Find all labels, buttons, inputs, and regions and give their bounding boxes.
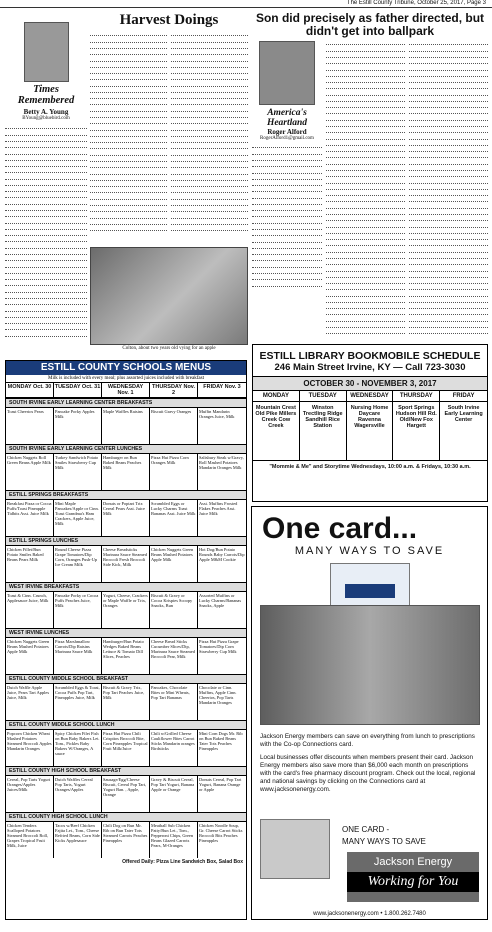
schedule-day: WEDNESDAY [347, 391, 394, 402]
menu-section-title: ESTILL SPRINGS BREAKFASTS [6, 490, 246, 500]
harvest-article [90, 12, 248, 357]
menu-cell: Biscuit Gravy Oranges [150, 408, 198, 444]
menu-cell: Mini Maple Pancakes/Apple or Cinn. Toast Grandma's Ham Crackers, Apple Juice, Milk [54, 500, 102, 536]
ad-photo [260, 605, 480, 725]
menu-cell: Yogurt, Cheese, Crackers or Maple Waffle or Trix, Oranges [102, 592, 150, 628]
small-tagline-2: MANY WAYS TO SAVE [342, 837, 426, 846]
menu-cell: Donuts Cereal, Pop Tart Yogurt, Banana Orange or Apple [199, 777, 242, 792]
menu-cell: Pancake Porky or Cocoa Puffs Peaches Juice, Milk [54, 592, 102, 628]
heartland-author: Roger Alford [267, 128, 307, 136]
schedule-stops: Winston Trectling Ridge Sandhill Rice Station [300, 402, 347, 460]
menu-cell: Chocolate or Cinn. Muffins, Apple Cinn. Cheerios, Pop Tarts Mandarin Oranges [199, 685, 237, 705]
schedule-stops: South Irvine Early Learning Center [444, 405, 483, 423]
menu-section-title: SOUTH IRVINE EARLY LEARNING CENTER BREAKFASTS [6, 398, 246, 408]
menu-cell: Pizza Hut Pizza Grape Tomatoes/Dip Corn Strawberry Cup Milk [199, 639, 239, 654]
menu-cell: Chili Dog on Bun Mr. Rib on Bun Tater Tots Steamed Carrots Peaches Pineapples [102, 822, 150, 858]
menu-cell: Toast Cheerios Pears [6, 408, 54, 444]
menu-day: FRIDAY Nov. 3 [203, 384, 241, 390]
brand-name: Jackson Energy [373, 856, 453, 868]
menu-cell: Chicken Tenders Scalloped Potatoes Steamed Broccoli Roll, Grapes Tropical Fruit Milk, Juice [6, 822, 54, 858]
menu-cell: Spicy Chicken Filet Fish on Bun Baby Bakers Let. Tom., Pickles Baby Bakers W/Oranges, A sauce [54, 730, 102, 766]
menu-cell: Scrambled Eggs or Lucky Charms Toast Bananas Asst. Juice Milk [150, 500, 198, 536]
menu-cell: Cheese Breadsticks Marinara Sauce Steamed Broccoli Fresh Broccoli Side Kick, Milk [102, 546, 150, 582]
harvest-photo [90, 247, 248, 345]
brand-box [347, 852, 479, 902]
menu-cell: Assorted Muffins or Lucky Charms/Bananas Snacks, Apple [199, 593, 242, 608]
menu-cell: Breakfast Pizza or Cocoa Puffs/Toast Pineapple Tidbits Asst. Juice Milk [6, 500, 54, 536]
menu-row [6, 500, 246, 536]
menu-cell: Scrambled Eggs & Toast, Cocoa Puffs Pop Tart, Pineapples Juice, Milk [54, 684, 102, 720]
menu-section-title: ESTILL COUNTY MIDDLE SCHOOL LUNCH [6, 720, 246, 730]
menu-cell: Chicken Noodle Soup, Gr. Cheese Carrot Sticks Broccoli Bits Peaches Pineapples [199, 823, 243, 843]
menu-row [6, 822, 246, 858]
menu-cell: Hamburger/Bun Potato Wedges Baked Beans Lettuce & Tomato Dill Slices, Peaches [102, 638, 150, 674]
menu-cell: Asst. Muffins Frosted Flakes Peaches Asst. Juice Milk [199, 501, 238, 516]
jackson-energy-ad [251, 506, 488, 920]
heartland-title: America's Heartland [266, 108, 308, 128]
menu-cell: Pizza Marshmallow Carrots/Dip Raisins Marinara Sauce Milk [54, 638, 102, 674]
menu-cell: Hot Dog/Bun Potato Rounds Baby Carrots/Dip Apple M&M Cookie [199, 547, 245, 562]
menu-section-title: ESTILL COUNTY HIGH SCHOOL BREAKFAST [6, 766, 246, 776]
menu-section-title: SOUTH IRVINE EARLY LEARNING CENTER LUNCHES [6, 444, 246, 454]
schedule-stops: Mountain Crest Old Pike Millers Creek Cow Creek [253, 402, 300, 460]
menu-row [6, 684, 246, 720]
storytime-note: "Mommie & Me" and Storytime Wednesdays, 10:00 a.m. & Fridays, 10:30 a.m. [253, 460, 487, 473]
schedule-stops: Sport Springs Hudson Hill Rd. Old/New Fox Hargett [393, 402, 440, 460]
menu-cell: Round Cheese Pizza Grape Tomatoes/Dip Corn, Oranges Push-Up Ice Cream Milk [54, 546, 102, 582]
menu-cell: Pancakes, Chocolate Bites or Mini Wheats, Pop Tart Bananas [150, 684, 198, 720]
menu-days [6, 383, 246, 398]
menu-cell: Chili w/Grilled Cheese Cauliflower Bites Carrot Sticks Mandarin oranges Birdsticks [150, 730, 198, 766]
article-headline: Son did precisely as father directed, but didn't get into ballpark [255, 11, 485, 38]
menu-cell: Gravy & Biscuit Cereal, Pop Tart Yogurt, Banana Apple or Orange [150, 776, 198, 812]
menu-row [6, 408, 246, 444]
menu-section-title: ESTILL COUNTY MIDDLE SCHOOL BREAKFAST [6, 674, 246, 684]
menu-cell: Muffin Mandarin Oranges Juice, Milk [199, 409, 235, 419]
menu-cell: Donuts or Poptart Trix Cereal Pears Asst. Juice Milk [102, 500, 150, 536]
menu-cell: Meatball Sub Chicken Patty/Bun Let., Tom., Pepperoni Chips, Green Beans Glazed Carrots Pears, M-Oranges [150, 822, 198, 858]
menu-cell: Biscuit & Gravy Trix, Pop Tart Peaches Juice, Milk [102, 684, 150, 720]
menu-cell: Salisbury Steak w/Gravy, Roll Mashed Potatoes Mandarin Oranges Milk [199, 455, 244, 470]
times-remembered-column [5, 12, 87, 357]
menu-title: ESTILL COUNTY SCHOOLS MENUS [6, 361, 246, 375]
library-title: ESTILL LIBRARY BOOKMOBILE SCHEDULE [259, 350, 481, 362]
author-email: BYoung@bluebird.com [22, 116, 70, 121]
menu-row [6, 546, 246, 582]
menu-cell: Tacos w/Beef Chicken Fajita Let., Tom., Cheese Refried Beans, Corn Side Kicks Applesauce [54, 822, 102, 858]
menu-sections [6, 398, 246, 858]
schedule-day: TUESDAY [300, 391, 347, 402]
heartland-article [252, 12, 488, 342]
times-body [5, 125, 87, 337]
photo-caption: Colton, about two years old vying for an apple [122, 346, 216, 351]
menu-cell: Cheese Bread Sticks Cucumber Slices/Dip, Marinara Sauce Steamed Broccoli Pear, Milk [150, 638, 198, 674]
menu-cell: Chicken Fillet/Bun Potato Smiles Baked Beans Pears Milk [6, 546, 54, 582]
menu-cell: Popcorn Chicken Wheat Mashed Potatoes Steamed Broccoli Apples Mandarin Oranges [6, 730, 54, 766]
menu-day: THURSDAY Nov. 2 [150, 383, 198, 397]
ad-paragraph-1: Jackson Energy members can save on everything from lunch to prescriptions with the Co-op Connections card. [260, 733, 475, 748]
brand-slogan: Working for You [347, 872, 479, 892]
menu-section-title: ESTILL SPRINGS LUNCHES [6, 536, 246, 546]
schedule-day: FRIDAY [440, 391, 487, 402]
menu-cell: Chicken Nuggets Green Beans Mashed Potatoes Apple Milk [6, 638, 54, 674]
author-name: Betty A. Young [23, 108, 69, 116]
card-photo [260, 819, 330, 879]
menu-cell: Pizza Hut Pizza Corn Oranges Milk [150, 454, 198, 490]
menu-cell: Sausage/Egg/Cheese Biscuit, Cereal Pop Tart, Yogurt Ban. , Apple, Orange [102, 776, 150, 812]
schedule-day: THURSDAY [393, 391, 440, 402]
heartland-email: RogerAlford1@gmail.com [260, 136, 314, 141]
menu-row [6, 730, 246, 766]
menu-section-title: WEST IRVINE LUNCHES [6, 628, 246, 638]
small-tagline-1: ONE CARD - [342, 825, 390, 834]
offered-daily: Offered Daily: Pizza Line Sandwich Box, Salad Box [122, 859, 243, 865]
menu-cell: Hamburger on Bun Baked Beans Peaches Milk [102, 454, 150, 490]
author-photo [259, 41, 315, 105]
harvest-title: Harvest Doings [119, 12, 219, 28]
library-address: 246 Main Street Irvine, KY — Call 723-3030 [253, 362, 487, 377]
menu-cell: Pancake Porky Apples Milk [54, 408, 102, 444]
ad-paragraph-2: Local businesses offer discounts when members present their card. Jackson Energy members also save more than $6,000 each month on prescriptions with the card's free pharmacy discount program. Check out the local, regional and national savings by clicking on the Connections card at www.jacksonenergy.com. [260, 754, 476, 793]
menu-cell: Chicken Nuggets Green Beans Mashed Potatoes Apple Milk [150, 546, 198, 582]
menu-row [6, 592, 246, 628]
bookmobile-schedule [252, 344, 488, 502]
column-photo [24, 22, 69, 82]
page-header: The Estill County Tribune, October 25, 2017, Page 3 [0, 0, 492, 8]
ad-tagline: MANY WAYS TO SAVE [294, 545, 445, 557]
times-title: Times Remembered [17, 84, 75, 106]
menu-cell: Maple Waffles Raisins [102, 408, 150, 444]
menu-day: MONDAY Oct. 30 [6, 383, 54, 397]
menu-cell: Biscuit & Gravy or Cocoa Krispies Scoopy Snacks, Bun [150, 592, 198, 628]
schedule-dates: OCTOBER 30 - NOVEMBER 3, 2017 [253, 377, 487, 391]
menu-day: WEDNESDAY Nov. 1 [102, 383, 150, 397]
schedule-stops: Nursing Home Daycare Ravenna Wagersville [347, 402, 394, 460]
menu-cell: Mini Corn Dogs Mr. Rib on Bun Baked Beans Tater Tots Peaches Pineapples [199, 731, 243, 751]
schedule-day: MONDAY [253, 391, 300, 402]
menu-subtitle: Milk is included with every meal; plus assorted juices included with breakfast [6, 375, 246, 383]
menu-section-title: ESTILL COUNTY HIGH SCHOOL LUNCH [6, 812, 246, 822]
ad-headline: One card... [262, 512, 418, 545]
menu-cell: Cereal, Pop Tarts Yogurt Oranges/Apples Juices/Milk [6, 776, 54, 812]
menu-cell: Toast & Cinn. Crunch, Applesauce Juice, Milk [6, 592, 54, 628]
ad-footer: www.jacksonenergy.com • 1.800.262.7480 [313, 911, 426, 917]
menu-cell: Dutch Waffle Apple Juice, Pears Tart Apples Juice, Milk [6, 684, 54, 720]
menu-cell: Dutch Waffles Cereal Pop Tarts, Yogurt Oranges/Apples [54, 776, 102, 812]
menu-section-title: WEST IRVINE BREAKFASTS [6, 582, 246, 592]
menu-row [6, 638, 246, 674]
menu-row [6, 454, 246, 490]
menu-row [6, 776, 246, 812]
school-menu [5, 360, 247, 920]
menu-day: TUESDAY Oct. 31 [54, 383, 102, 397]
menu-cell: Pizza Hut Pizza Chili Crispitos Broccoli Bite, Corn Pineapples Tropical Fruit Milk/Juice [102, 730, 150, 766]
menu-cell: Turkey Sandwich Potato Smiles Strawberry Cup Milk [54, 454, 102, 490]
menu-cell: Chicken Nuggets Roll Green Beans Apple Milk [6, 454, 54, 490]
